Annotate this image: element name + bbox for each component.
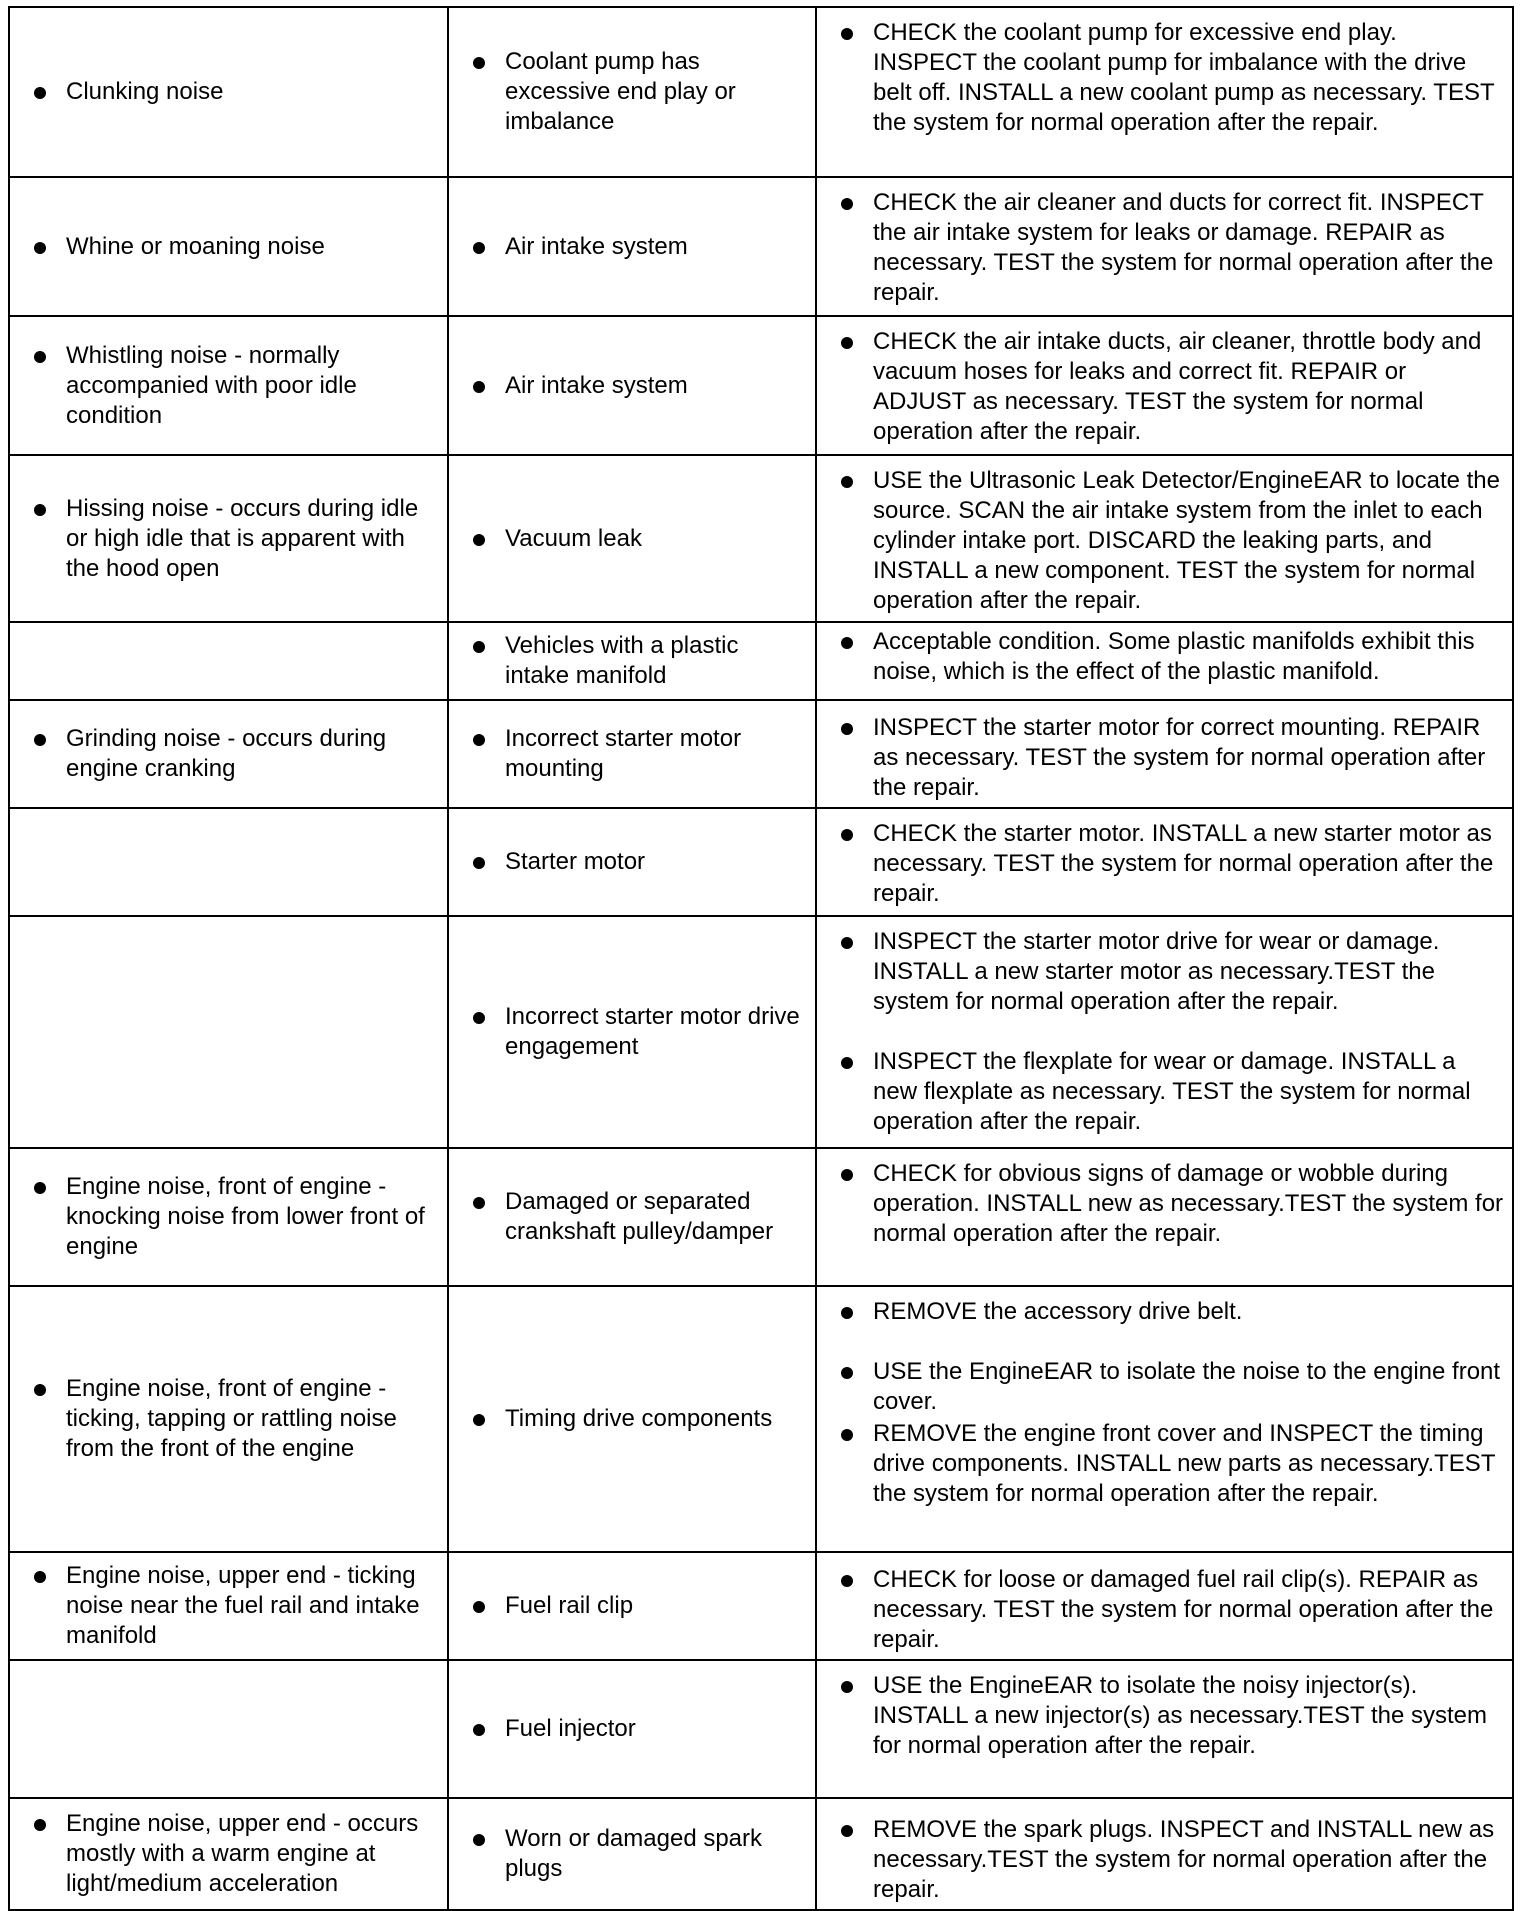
bullet-icon [34,504,46,516]
cause-cell [448,1286,816,1552]
action-item [817,1047,1512,1137]
action-text: Acceptable condition. Some plastic manifolds exhibit this noise, which is the effect of the plastic manifold. [873,628,1475,685]
table-row [9,316,1513,455]
action-item [817,1815,1512,1905]
condition-cell [9,808,448,916]
bullet-icon [841,476,853,488]
condition-text: Hissing noise - occurs during idle or high idle that is apparent with the hood open [66,494,419,582]
cause-item [449,724,815,784]
table-row [9,1660,1513,1798]
action-list [817,327,1512,447]
action-text: CHECK for obvious signs of damage or wobble during operation. INSTALL new as necessary.TEST the system for normal operation after the repair. [873,1160,1504,1247]
cause-list [449,47,815,137]
action-list [817,819,1512,909]
cause-text: Starter motor [505,848,646,875]
cause-list [449,1824,815,1884]
bullet-icon [473,381,485,393]
action-item [817,819,1512,909]
action-cell [816,1660,1513,1798]
bullet-icon [841,1575,853,1587]
condition-cell [9,455,448,622]
bullet-icon [841,1429,853,1441]
action-item [817,188,1512,308]
condition-item [10,232,447,262]
condition-cell [9,1798,448,1910]
cause-cell [448,7,816,177]
action-item [817,1297,1512,1327]
condition-list [10,1374,447,1464]
bullet-icon [841,829,853,841]
cause-cell [448,177,816,316]
cause-item [449,47,815,137]
condition-text: Engine noise, front of engine - knocking noise from lower front of engine [66,1173,425,1260]
cause-cell [448,455,816,622]
bullet-icon [473,857,485,869]
table-row [9,1798,1513,1910]
action-item [817,1565,1512,1655]
bullet-icon [841,937,853,949]
bullet-icon [473,1197,485,1209]
action-item [817,927,1512,1017]
cause-item [449,847,815,877]
condition-text: Engine noise, front of engine - ticking, tapping or rattling noise from the front of the engine [66,1375,397,1462]
table-row [9,177,1513,316]
cause-cell [448,1552,816,1660]
bullet-icon [841,1307,853,1319]
cause-cell [448,916,816,1148]
cause-item [449,1824,815,1884]
cause-item [449,631,815,691]
bullet-icon [473,641,485,653]
condition-list [10,1561,447,1651]
condition-item [10,1561,447,1651]
cause-text: Air intake system [505,371,688,399]
condition-item [10,77,447,107]
cause-text: Coolant pump has excessive end play or imbalance [505,48,736,135]
bullet-icon [34,1384,46,1396]
action-cell [816,622,1513,700]
action-item [817,1671,1512,1761]
cause-text: Fuel rail clip [505,1592,634,1619]
cause-text: Damaged or separated crankshaft pulley/damper [505,1188,774,1245]
action-item [817,1419,1512,1509]
bullet-icon [473,734,485,746]
action-text: REMOVE the engine front cover and INSPECT the timing drive components. INSTALL new parts as necessary.TEST the system for normal operation after the repair. [873,1420,1496,1507]
action-cell [816,177,1513,316]
action-item [817,713,1512,803]
bullet-icon [34,1182,46,1194]
cause-list [449,524,815,554]
noise-diagnosis-table [8,6,1514,1911]
bullet-icon [841,1825,853,1837]
action-cell [816,1148,1513,1286]
table-row [9,1148,1513,1286]
bullet-icon [473,1012,485,1024]
condition-text: Grinding noise - occurs during engine cranking [66,725,387,782]
action-text: USE the Ultrasonic Leak Detector/EngineEAR to locate the source. SCAN the air intake system from the inlet to each cylinder intake port. DISCARD the leaking parts, and INSTALL a new component. TEST the system for normal operation after the repair. [873,467,1500,614]
action-text: CHECK the air intake ducts, air cleaner, throttle body and vacuum hoses for leaks and correct fit. REPAIR or ADJUST as necessary. TEST the system for normal operation after the repair. [873,328,1482,445]
action-list [817,18,1512,138]
bullet-icon [473,1724,485,1736]
bullet-icon [473,1834,485,1846]
condition-item [10,1809,447,1899]
cause-cell [448,622,816,700]
action-text: CHECK the coolant pump for excessive end play. INSPECT the coolant pump for imbalance with the drive belt off. INSTALL a new coolant pump as necessary. TEST the system for normal operation after the repair. [873,19,1495,136]
condition-cell [9,1286,448,1552]
cause-text: Worn or damaged spark plugs [505,1825,763,1882]
action-cell [816,1286,1513,1552]
cause-list [449,232,815,262]
bullet-icon [841,1169,853,1181]
action-text: CHECK the starter motor. INSTALL a new starter motor as necessary. TEST the system for normal operation after the repair. [873,820,1494,907]
action-text: CHECK for loose or damaged fuel rail clip(s). REPAIR as necessary. TEST the system for normal operation after the repair. [873,1566,1494,1653]
bullet-icon [473,534,485,546]
action-list [817,188,1512,308]
action-text: INSPECT the flexplate for wear or damage. INSTALL a new flexplate as necessary. TEST the system for normal operation after the repair. [873,1048,1471,1135]
condition-cell [9,700,448,808]
action-text: INSPECT the starter motor drive for wear or damage. INSTALL a new starter motor as necessary.TEST the system for normal operation after the repair. [873,928,1440,1015]
action-list [817,927,1512,1137]
cause-item [449,232,815,262]
condition-list [10,341,447,431]
cause-cell [448,1148,816,1286]
condition-cell [9,316,448,455]
bullet-icon [34,1819,46,1831]
cause-cell [448,1798,816,1910]
condition-item [10,494,447,584]
cause-cell [448,1660,816,1798]
cause-cell [448,700,816,808]
condition-text: Clunking noise [66,78,224,105]
bullet-icon [473,242,485,254]
bullet-icon [841,337,853,349]
action-cell [816,916,1513,1148]
cause-item [449,1714,815,1744]
bullet-icon [841,198,853,210]
table-row [9,455,1513,622]
condition-cell [9,1660,448,1798]
bullet-icon [841,1681,853,1693]
table-row [9,700,1513,808]
cause-list [449,1187,815,1247]
cause-list [449,847,815,877]
cause-text: Timing drive components [505,1405,773,1432]
condition-list [10,232,447,262]
bullet-icon [34,87,46,99]
cause-list [449,1714,815,1744]
condition-cell [9,1552,448,1660]
cause-item [449,1404,815,1434]
action-list [817,1159,1512,1249]
cause-item [449,1591,815,1621]
cause-item [449,524,815,554]
condition-text: Whistling noise - normally accompanied with poor idle condition [66,341,357,429]
condition-text: Engine noise, upper end - ticking noise near the fuel rail and intake manifold [66,1562,420,1649]
action-list [817,627,1512,687]
condition-item [10,1172,447,1262]
cause-text: Fuel injector [505,1715,636,1742]
bullet-icon [34,1571,46,1583]
bullet-icon [841,1367,853,1379]
bullet-icon [841,1057,853,1069]
condition-list [10,724,447,784]
table-row [9,1286,1513,1552]
action-cell [816,700,1513,808]
cause-list [449,724,815,784]
action-text: REMOVE the accessory drive belt. [873,1298,1243,1325]
cause-list [449,631,815,691]
table-row [9,916,1513,1148]
condition-list [10,1809,447,1899]
action-item [817,1357,1512,1417]
action-item [817,18,1512,138]
action-text: CHECK the air cleaner and ducts for correct fit. INSPECT the air intake system for leaks or damage. REPAIR as necessary. TEST the system for normal operation after the repair. [873,189,1494,306]
bullet-icon [34,351,46,363]
cause-list [449,1002,815,1062]
condition-cell [9,177,448,316]
condition-cell [9,916,448,1148]
cause-text: Vehicles with a plastic intake manifold [505,632,739,689]
condition-cell [9,622,448,700]
cause-cell [448,808,816,916]
bullet-icon [34,734,46,746]
action-text: REMOVE the spark plugs. INSPECT and INSTALL new as necessary.TEST the system for normal operation after the repair. [873,1816,1495,1903]
cause-item [449,371,815,401]
cause-item [449,1002,815,1062]
condition-list [10,77,447,107]
action-list [817,1565,1512,1655]
condition-item [10,341,447,431]
condition-text: Engine noise, upper end - occurs mostly with a warm engine at light/medium acceleration [66,1810,419,1897]
action-list [817,1671,1512,1761]
cause-list [449,1404,815,1434]
cause-list [449,371,815,401]
table-row [9,1552,1513,1660]
bullet-icon [841,723,853,735]
action-text: INSPECT the starter motor for correct mounting. REPAIR as necessary. TEST the system for normal operation after the repair. [873,714,1486,801]
bullet-icon [473,1601,485,1613]
bullet-icon [841,637,853,649]
cause-text: Incorrect starter motor mounting [505,725,742,782]
condition-cell [9,1148,448,1286]
table-body [9,7,1513,1910]
action-cell [816,7,1513,177]
bullet-icon [34,242,46,254]
cause-text: Air intake system [505,232,688,260]
bullet-icon [473,1414,485,1426]
condition-item [10,724,447,784]
cause-cell [448,316,816,455]
action-cell [816,808,1513,916]
action-list [817,466,1512,616]
cause-list [449,1591,815,1621]
action-cell [816,316,1513,455]
action-cell [816,1552,1513,1660]
action-list [817,1297,1512,1509]
cause-text: Vacuum leak [505,524,642,552]
action-item [817,1159,1512,1249]
action-item [817,466,1512,616]
cause-text: Incorrect starter motor drive engagement [505,1003,800,1060]
action-text: USE the EngineEAR to isolate the noise to the engine front cover. [873,1358,1501,1415]
condition-list [10,494,447,584]
cause-item [449,1187,815,1247]
condition-item [10,1374,447,1464]
bullet-icon [473,57,485,69]
action-item [817,627,1512,687]
bullet-icon [841,28,853,40]
action-cell [816,1798,1513,1910]
action-list [817,1815,1512,1905]
condition-text: Whine or moaning noise [66,232,325,260]
action-list [817,713,1512,803]
condition-cell [9,7,448,177]
action-text: USE the EngineEAR to isolate the noisy injector(s). INSTALL a new injector(s) as necessary.TEST the system for normal operation after the repair. [873,1672,1487,1759]
action-item [817,327,1512,447]
condition-list [10,1172,447,1262]
table-row [9,622,1513,700]
action-cell [816,455,1513,622]
table-row [9,808,1513,916]
table-row [9,7,1513,177]
